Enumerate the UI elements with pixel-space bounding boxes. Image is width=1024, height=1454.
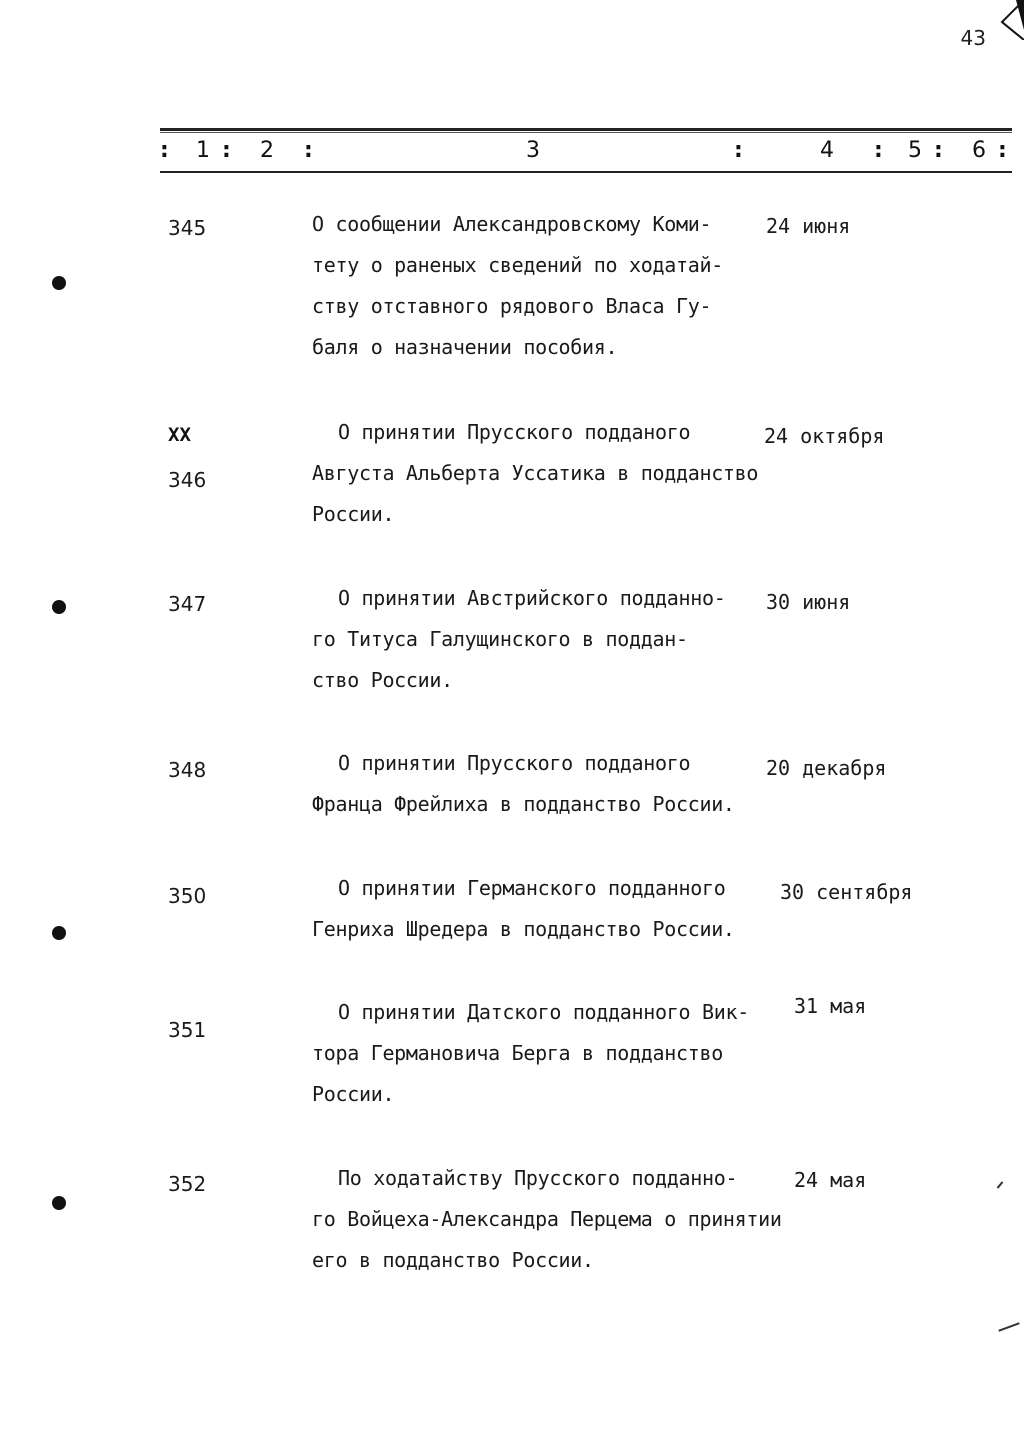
column-header-5: 5 <box>908 138 922 163</box>
column-header-3: 3 <box>526 138 540 163</box>
entry-number: 352 <box>168 1172 207 1196</box>
entry-number: 348 <box>168 758 207 782</box>
entry-mark: XX <box>168 424 191 446</box>
binder-hole <box>52 600 66 614</box>
title-line: О сообщении Александровскому Коми- <box>312 212 712 236</box>
column-header-6: 6 <box>972 138 986 163</box>
title-line: его в подданство России. <box>312 1248 594 1272</box>
page-corner-mark <box>990 0 1024 40</box>
entry-date: 31 мая <box>794 994 867 1018</box>
column-separator: : <box>222 138 231 163</box>
entry-number: 347 <box>168 592 207 616</box>
title-line: го Войцеха-Александра Перцема о принятии <box>312 1207 782 1231</box>
page-number: 43 <box>960 26 986 50</box>
header-top-rule <box>160 128 1012 131</box>
title-line: ство России. <box>312 668 453 692</box>
title-line: России. <box>312 1082 395 1106</box>
entry-number: 345 <box>168 216 207 240</box>
entry-title <box>312 578 782 701</box>
title-line: О принятии Прусского подданого <box>338 420 691 444</box>
title-line: тора Германовича Берга в подданство <box>312 1041 723 1065</box>
entry-date: 30 сентября <box>780 880 913 904</box>
title-line: По ходатайству Прусского подданно- <box>338 1166 738 1190</box>
title-line: О принятии Датского подданного Вик- <box>338 1000 749 1024</box>
title-line: О принятии Прусского подданого <box>338 751 691 775</box>
title-line: баля о назначении пособия. <box>312 335 618 359</box>
column-separator: : <box>734 138 743 163</box>
header-bottom-rule <box>160 171 1012 173</box>
entry-title <box>312 743 782 825</box>
column-header-2: 2 <box>260 138 274 163</box>
entry-number: 351 <box>168 1018 207 1042</box>
binder-hole <box>52 276 66 290</box>
margin-scratch <box>997 1181 1004 1188</box>
header-top-rule-thin <box>160 132 1012 133</box>
title-line: ству отставного рядового Власа Гу- <box>312 294 712 318</box>
column-header-1: 1 <box>196 138 210 163</box>
title-line: России. <box>312 502 395 526</box>
entry-title <box>312 412 782 535</box>
entry-date: 20 декабря <box>766 756 887 780</box>
title-line: го Титуса Галущинского в поддан- <box>312 627 688 651</box>
entry-date: 24 мая <box>794 1168 867 1192</box>
entry-number: 350 <box>168 884 207 908</box>
entry-date: 24 июня <box>766 214 851 238</box>
entry-title <box>312 1158 782 1281</box>
column-separator: : <box>160 138 169 163</box>
entry-title <box>312 204 782 368</box>
column-separator: : <box>304 138 313 163</box>
title-line: тету о раненых сведений по ходатай- <box>312 253 723 277</box>
column-header-row <box>160 138 1012 168</box>
title-line: Франца Фрейлиха в подданство России. <box>312 792 735 816</box>
entry-title <box>312 868 782 950</box>
column-separator: : <box>998 138 1007 163</box>
entry-date: 30 июня <box>766 590 851 614</box>
column-separator: : <box>874 138 883 163</box>
entry-title <box>312 992 782 1115</box>
column-header-4: 4 <box>820 138 834 163</box>
title-line: О принятии Австрийского подданно- <box>338 586 726 610</box>
margin-scratch <box>998 1322 1019 1331</box>
title-line: О принятии Германского подданного <box>338 876 726 900</box>
entry-date: 24 октября <box>764 424 885 448</box>
title-line: Генриха Шредера в подданство России. <box>312 917 735 941</box>
title-line: Августа Альберта Уссатика в подданство <box>312 461 759 485</box>
binder-hole <box>52 926 66 940</box>
binder-hole <box>52 1196 66 1210</box>
column-separator: : <box>934 138 943 163</box>
entry-number: 346 <box>168 468 207 492</box>
